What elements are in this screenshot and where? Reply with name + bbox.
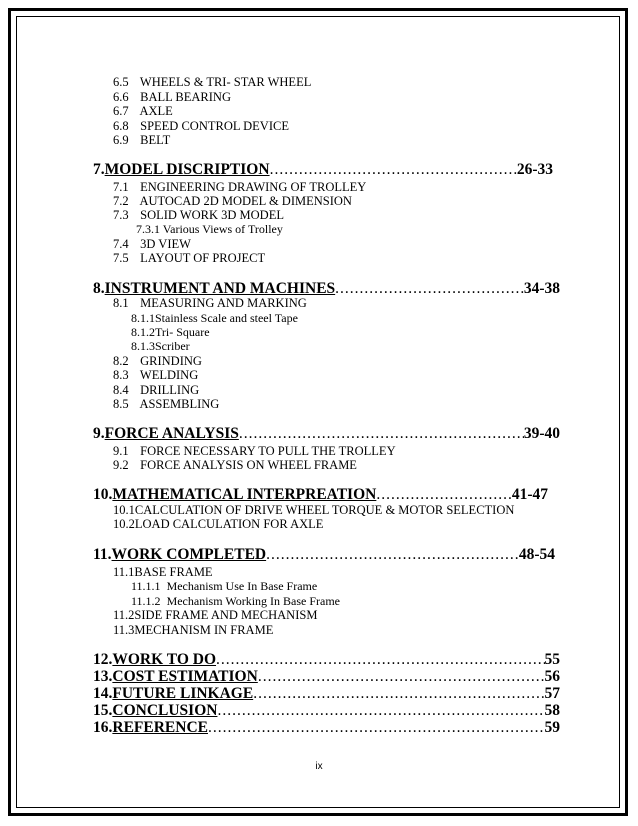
leader-dots (335, 280, 524, 298)
toc-item-8-1-2: 8.1.2Tri- Square (131, 325, 210, 339)
toc-item-6-8: 6.8 SPEED CONTROL DEVICE (113, 119, 289, 133)
toc-heading-10: 10. MATHEMATICAL INTERPREATION ..... 41-47 (93, 486, 548, 504)
toc-item-8-1: 8.1 MEASURING AND MARKING (113, 296, 307, 310)
toc-heading-14-title: FUTURE LINKAGE (112, 685, 254, 702)
toc-item-8-2: 8.2 GRINDING (113, 354, 202, 368)
toc-item-7-4: 7.4 3D VIEW (113, 237, 191, 251)
toc-item-10-2: 10.2LOAD CALCULATION FOR AXLE (113, 517, 324, 531)
toc-item-7-5: 7.5 LAYOUT OF PROJECT (113, 251, 266, 265)
toc-heading-12-title: WORK TO DO (112, 651, 217, 668)
leader-dots (216, 651, 544, 669)
toc-heading-10-title: MATHEMATICAL INTERPREATION (112, 486, 377, 503)
toc-item-7-3: 7.3 SOLID WORK 3D MODEL (113, 208, 284, 222)
toc-heading-16-title: REFERENCE (112, 719, 208, 736)
toc-heading-11: 11. WORK COMPLETED ..... 48-54 (93, 546, 555, 564)
toc-heading-7: 7. MODEL DISCRIPTION ..... 26-33 (93, 161, 553, 179)
toc-item-11-1: 11.1BASE FRAME (113, 565, 213, 579)
toc-heading-13: 13. COST ESTIMATION ..... 56 (93, 668, 560, 686)
toc-heading-8-pages: 34-38 (523, 280, 560, 297)
toc-heading-9-pages: 39-40 (523, 425, 560, 442)
toc-heading-7-title: MODEL DISCRIPTION (104, 161, 270, 178)
toc-item-9-2: 9.2 FORCE ANALYSIS ON WHEEL FRAME (113, 458, 357, 472)
toc-heading-8: 8. INSTRUMENT AND MACHINES ..... 34-38 (93, 280, 560, 298)
toc-item-7-2: 7.2 AUTOCAD 2D MODEL & DIMENSION (113, 194, 352, 208)
toc-item-11-2: 11.2SIDE FRAME AND MECHANISM (113, 608, 318, 622)
toc-item-11-1-2: 11.1.2 Mechanism Working In Base Frame (131, 594, 341, 608)
toc-heading-10-pages: 41-47 (511, 486, 548, 503)
toc-item-8-1-3: 8.1.3Scriber (131, 339, 190, 353)
toc-item-7-1: 7.1 ENGINEERING DRAWING OF TROLLEY (113, 180, 367, 194)
toc-heading-15-title: CONCLUSION (112, 702, 218, 719)
toc-item-11-3: 11.3MECHANISM IN FRAME (113, 623, 274, 637)
leader-dots (253, 685, 544, 703)
toc-heading-7-pages: 26-33 (516, 161, 553, 178)
toc-heading-16-pages: 59 (544, 719, 560, 736)
toc-heading-15-pages: 58 (544, 702, 560, 719)
toc-heading-16: 16. REFERENCE ..... 59 (93, 719, 560, 737)
leader-dots (266, 546, 519, 564)
toc-item-8-4: 8.4 DRILLING (113, 383, 200, 397)
toc-heading-12-pages: 55 (544, 651, 560, 668)
toc-heading-14-pages: 57 (544, 685, 560, 702)
toc-item-9-1: 9.1 FORCE NECESSARY TO PULL THE TROLLEY (113, 444, 396, 458)
toc-heading-11-pages: 48-54 (518, 546, 555, 563)
toc-heading-9-title: FORCE ANALYSIS (104, 425, 239, 442)
toc-item-6-7: 6.7 AXLE (113, 104, 173, 118)
toc-heading-12: 12. WORK TO DO ..... 55 (93, 651, 560, 669)
toc-item-6-9: 6.9 BELT (113, 133, 171, 147)
toc-item-8-5: 8.5 ASSEMBLING (113, 397, 220, 411)
toc-heading-13-pages: 56 (544, 668, 560, 685)
page-number: ix (315, 761, 323, 772)
toc-heading-9: 9. FORCE ANALYSIS ..... 39-40 (93, 425, 560, 443)
toc-item-8-3: 8.3 WELDING (113, 368, 199, 382)
leader-dots (258, 668, 545, 686)
leader-dots (270, 161, 517, 179)
leader-dots (217, 702, 544, 720)
toc-item-10-1: 10.1CALCULATION OF DRIVE WHEEL TORQUE & MOTOR SELECTION (113, 503, 515, 517)
leader-dots (376, 486, 511, 504)
leader-dots (239, 425, 524, 443)
toc-item-6-6: 6.6 BALL BEARING (113, 90, 231, 104)
toc-heading-11-title: WORK COMPLETED (111, 546, 267, 563)
toc-heading-8-title: INSTRUMENT AND MACHINES (104, 280, 336, 297)
leader-dots (208, 719, 545, 737)
toc-item-8-1-1: 8.1.1Stainless Scale and steel Tape (131, 311, 298, 325)
toc-heading-15: 15. CONCLUSION ..... 58 (93, 702, 560, 720)
toc-item-11-1-1: 11.1.1 Mechanism Use In Base Frame (131, 579, 318, 593)
toc-heading-13-title: COST ESTIMATION (112, 668, 258, 685)
toc-item-6-5: 6.5 WHEELS & TRI- STAR WHEEL (113, 75, 312, 89)
toc-heading-14: 14. FUTURE LINKAGE ..... 57 (93, 685, 560, 703)
toc-item-7-3-1: 7.3.1 Various Views of Trolley (136, 222, 283, 236)
